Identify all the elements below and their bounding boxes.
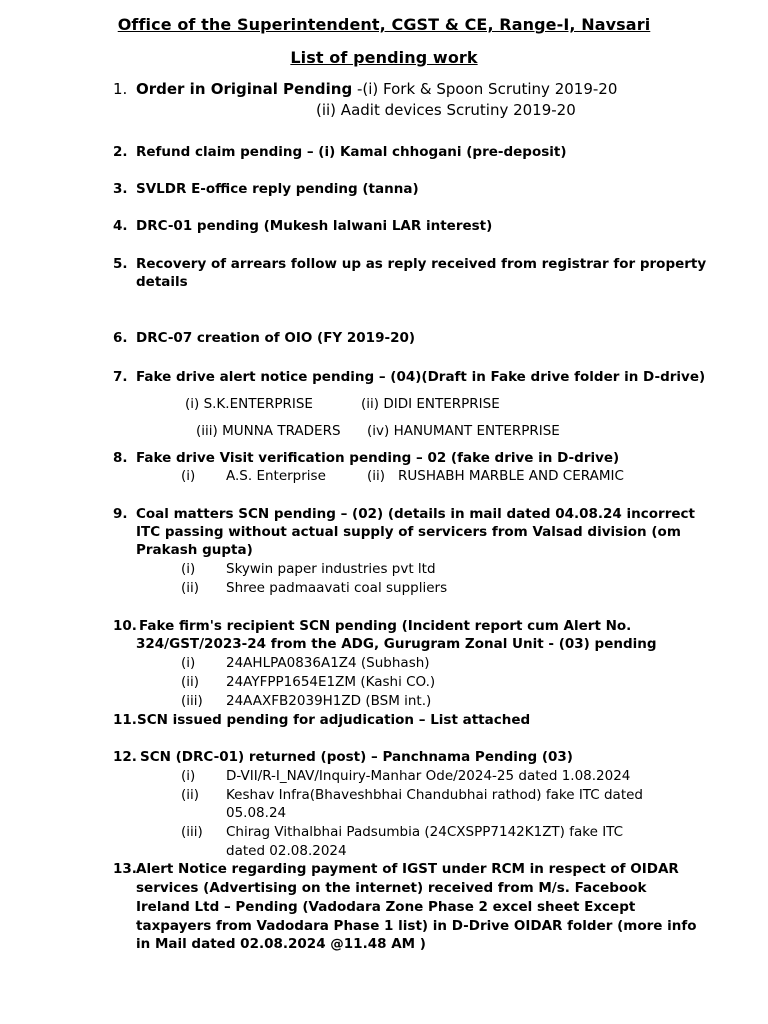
item-10-sub-3-roman: (iii) [181,693,203,709]
item-1-normal: -(i) Fork & Spoon Scrutiny 2019-20 [352,80,618,98]
item-7-text: Fake drive alert notice pending – (04)(Draft in Fake drive folder in D-drive) [136,369,706,385]
item-10-sub-1-roman: (i) [181,655,196,671]
item-13-line-5: in Mail dated 02.08.2024 @11.48 AM ) [136,936,426,952]
item-12-sub-3-line-1: Chirag Vithalbhai Padsumbia (24CXSPP7142K1ZT) fake ITC [226,824,624,840]
item-12-sub-3-roman: (iii) [181,824,203,840]
item-3-text: SVLDR E-office reply pending (tanna) [136,181,419,197]
item-12-sub-3-line-2: dated 02.08.2024 [226,843,347,859]
item-13-line-1: Alert Notice regarding payment of IGST under RCM in respect of OIDAR [136,861,679,877]
item-9-line-1: Coal matters SCN pending – (02) (details in mail dated 04.08.24 incorrect [136,506,695,522]
office-title: Office of the Superintendent, CGST & CE, Range-I, Navsari [117,15,651,34]
item-11-number: 11. [113,712,137,728]
item-9-sub-2-roman: (ii) [181,580,200,596]
item-10-sub-2-text: 24AYFPP1654E1ZM (Kashi CO.) [226,674,436,690]
item-9-sub-1-text: Skywin paper industries pvt ltd [226,561,436,577]
item-8-sub-1-text: A.S. Enterprise [226,468,326,484]
item-12-sub-2-line-1: Keshav Infra(Bhaveshbhai Chandubhai rathod) fake ITC dated [226,787,643,803]
item-8-sub-2-text: RUSHABH MARBLE AND CERAMIC [398,468,624,484]
item-12-sub-1-line-1: D-VII/R-I_NAV/Inquiry-Manhar Ode/2024-25 dated 1.08.2024 [226,768,631,784]
item-4-text: DRC-01 pending (Mukesh lalwani LAR interest) [136,218,493,234]
item-12-sub-1-roman: (i) [181,768,196,784]
item-7-number: 7. [113,369,128,385]
item-1-continuation: (ii) Aadit devices Scrutiny 2019-20 [316,101,576,119]
item-8-number: 8. [113,450,128,466]
item-12-text: SCN (DRC-01) returned (post) – Panchnama Pending (03) [140,749,573,765]
item-5-line-1: Recovery of arrears follow up as reply received from registrar for property [136,256,707,272]
item-10-sub-1-text: 24AHLPA0836A1Z4 (Subhash) [226,655,430,671]
item-7-sub-1: (i) S.K.ENTERPRISE [185,396,313,412]
item-5-line-2: details [136,274,188,290]
list-title: List of pending work [290,48,478,67]
item-13-number: 13. [113,861,137,877]
item-1-number: 1. [113,80,128,98]
item-13-line-3: Ireland Ltd – Pending (Vadodara Zone Phase 2 excel sheet Except [136,899,636,915]
item-12-sub-2-line-2: 05.08.24 [226,805,287,821]
item-9-line-3: Prakash gupta) [136,542,253,558]
item-7-sub-3: (iii) MUNNA TRADERS [196,423,341,439]
item-9-number: 9. [113,506,128,522]
item-1-bold: Order in Original Pending [136,80,353,98]
item-10-number: 10. [113,618,137,634]
item-7-sub-4: (iv) HANUMANT ENTERPRISE [367,423,560,439]
item-9-sub-2-text: Shree padmaavati coal suppliers [226,580,448,596]
item-10-sub-3-text: 24AAXFB2039H1ZD (BSM int.) [226,693,432,709]
item-10-line-2: 324/GST/2023-24 from the ADG, Gurugram Zonal Unit - (03) pending [136,636,657,652]
item-2-text: Refund claim pending – (i) Kamal chhogani (pre-deposit) [136,144,567,160]
item-3-number: 3. [113,181,128,197]
item-12-number: 12. [113,749,137,765]
item-10-sub-2-roman: (ii) [181,674,200,690]
item-8-sub-2-roman: (ii) [367,468,386,484]
item-10-line-1: Fake firm's recipient SCN pending (Incident report cum Alert No. [139,618,632,634]
item-11-text: SCN issued pending for adjudication – List attached [137,712,531,728]
item-12-sub-2-roman: (ii) [181,787,200,803]
item-2-number: 2. [113,144,128,160]
item-4-number: 4. [113,218,128,234]
item-6-number: 6. [113,330,128,346]
item-7-sub-2: (ii) DIDI ENTERPRISE [361,396,500,412]
item-8-sub-1-roman: (i) [181,468,196,484]
item-9-sub-1-roman: (i) [181,561,196,577]
item-13-line-2: services (Advertising on the internet) received from M/s. Facebook [136,880,647,896]
item-1-text [136,80,617,98]
item-8-text: Fake drive Visit verification pending – 02 (fake drive in D-drive) [136,450,620,466]
item-5-number: 5. [113,256,128,272]
item-6-text: DRC-07 creation of OIO (FY 2019-20) [136,330,416,346]
item-13-line-4: taxpayers from Vadodara Phase 1 list) in D-Drive OIDAR folder (more info [136,918,697,934]
item-9-line-2: ITC passing without actual supply of servicers from Valsad division (om [136,524,681,540]
